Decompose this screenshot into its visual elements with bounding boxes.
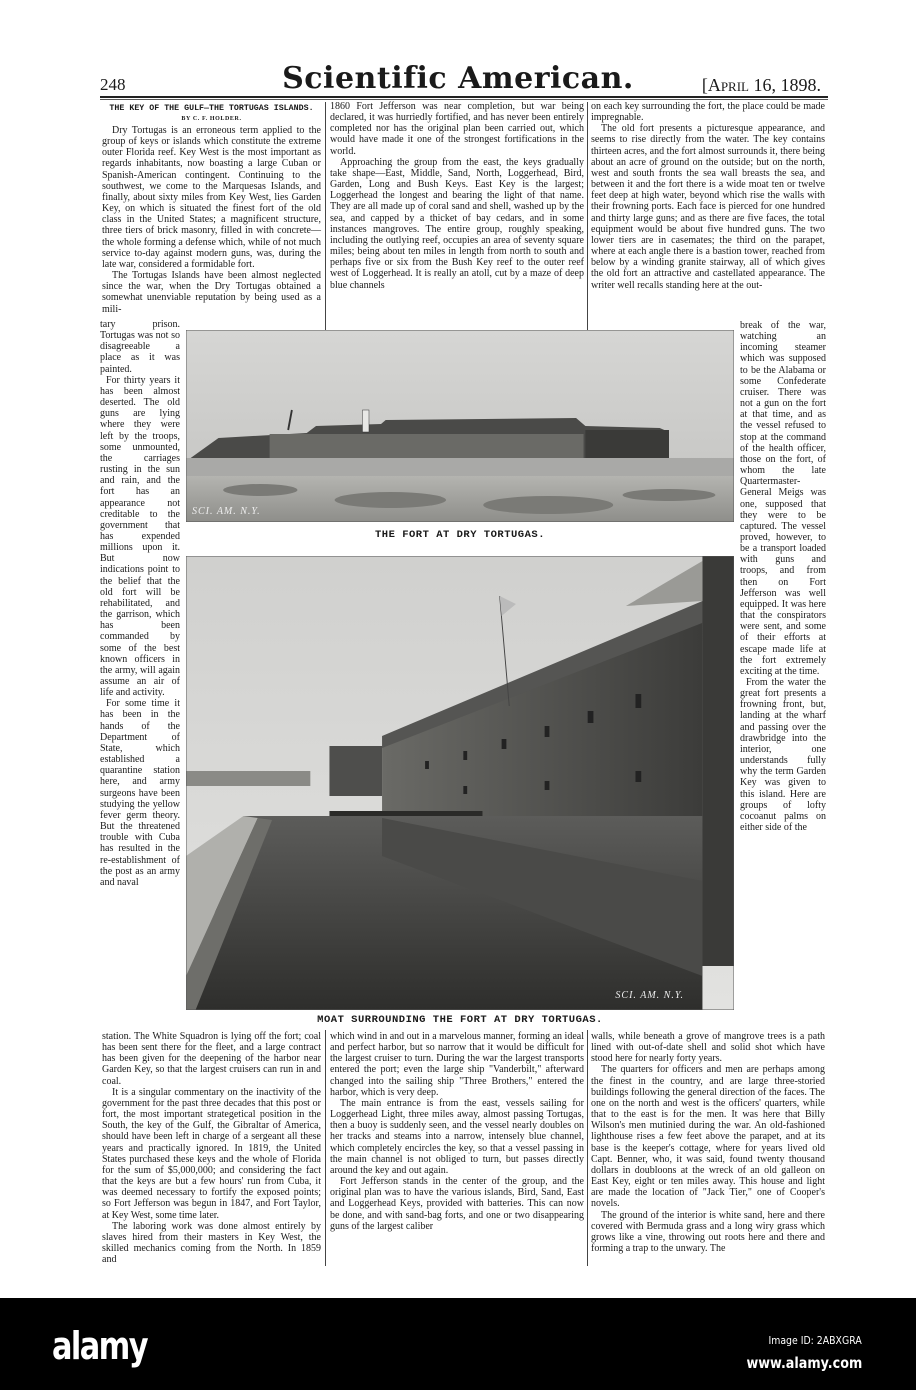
paragraph: For thirty years it has been almost deserted. The old guns are lying where they were left by the troops, some unmounted, the carriages rusting in the sun and rain, and the fort has an appearance not creditable to the government that has expended millions upon it. But now indications point to the belief that the old fort will be rehabilitated, and the garrison, which has been commanded by some of the best known officers in the army, will again assume an air of life and activity.	[100, 374, 180, 699]
paragraph: 1860 Fort Jefferson was near completion, but war being declared, it was hurriedly fortified, and has never been entirely completed nor has the original plan been carried out, which would have made it one of the strongest fortifications in the world.	[330, 101, 584, 157]
image-id: Image ID: 2ABXGRA	[768, 1334, 862, 1347]
figure-2-caption: MOAT SURROUNDING THE FORT AT DRY TORTUGAS.	[317, 1014, 603, 1026]
paragraph: break of the war, watching an incoming steamer which was supposed to be the Alabama or some Confederate cruiser. There was not a gun on the fort at that time, and as the vessel refused to stop at the command of the health officer, those on the fort, of whom the late Quartermaster-General Meigs was one, supposed that they were to be captured. The vessel proved, however, to be a transport loaded with guns and troops, and from then on Fort Jefferson was well equipped. It was here that the conspirators were sent, and some of their efforts at escape made life at the fort extremely exciting at the time.	[740, 320, 826, 677]
paragraph: which wind in and out in a marvelous manner, forming an ideal and perfect harbor, but so narrow that it would be difficult for the largest cruiser to turn. During the war the largest transports entered the port; even the large ship "Vanderbilt," afterward changed into the sailing ship "Three Brothers," entered the harbor, which is very deep.	[330, 1031, 584, 1098]
column-1-top	[102, 101, 321, 315]
paragraph: From the water the great fort presents a frowning front, but, landing at the wharf and passing over the drawbridge into the interior, one understands fully why the term Garden Key was given to this island. Here are groups of lofty cocoanut palms on either side of the	[740, 677, 826, 834]
column-3-bottom	[591, 1031, 825, 1254]
photo-credit: SCI. AM. N.Y.	[615, 990, 684, 1001]
fort-photo-image	[186, 330, 734, 522]
moat-photo	[186, 556, 734, 1010]
column-divider	[325, 102, 326, 330]
column-divider	[325, 1030, 326, 1266]
column-2-bottom	[330, 1031, 584, 1232]
header-rule	[100, 96, 828, 98]
alamy-logo: alamy	[52, 1324, 147, 1368]
paragraph: The main entrance is from the east, vessels sailing for Loggerhead Light, three miles away, almost passing Tortugas, then a buoy is suddenly seen, and the vessel nearly doubles on her tracks and steams into a narrow, intensely blue channel, which completely encircles the key, so that a vessel passing in the main channel is not obliged to turn, but passes directly around the key and out again.	[330, 1097, 584, 1176]
paragraph: The quarters for officers and men are perhaps among the finest in the country, and are large three-storied buildings following the general direction of the faces. The one on the north and west is the officers' quarters, while that to the east is for the men. It was here that Billy Wilson's men mutinied during the war. An old-fashioned lighthouse rises a few feet above the parapet, and at its base is the keeper's cottage, where for years lived old Capt. Benner, who, it was said, found twenty thousand dollars in doubloons at the wreck of an old galleon on East Key, eight or ten miles away. This house and light are made the location of "Jack Tier," one of Cooper's novels.	[591, 1064, 825, 1210]
paragraph: For some time it has been in the hands of the Department of State, which established a quarantine station here, and army surgeons have been studying the yellow fever germ theory. But the threatened trouble with Cuba has resulted in the re-establishment of the post as an army and naval	[100, 698, 180, 888]
paragraph: The ground of the interior is white sand, here and there covered with Bermuda grass and a long wiry grass which grows like a vine, throwing out roots here and there and forming a trap to the unwary. The	[591, 1209, 825, 1254]
moat-photo-image	[186, 556, 734, 1010]
right-narrow-column	[740, 320, 826, 833]
paragraph: Approaching the group from the east, the keys gradually take shape—East, Middle, Sand, North, Loggerhead, Bird, Garden, Long and Bush Keys. East Key is the largest; Loggerhead the longest and bearing the light of that name. They are all made up of coral sand and shell, washed up by the sea, and capped by a thicket of bay cedars, and in some instances mangroves. The entire group, roughly speaking, including the outlying reef, occupies an area of seventy square miles; being about ten miles in length from north to south and perhaps five or six from the Bush Key reef to the outer reef west of Loggerhead. It is really an atoll, cut by a maze of deep blue channels	[330, 156, 584, 291]
column-1-bottom	[102, 1031, 321, 1265]
paragraph: on each key surrounding the fort, the place could be made impregnable.	[591, 101, 825, 124]
paragraph: The old fort presents a picturesque appearance, and seems to rise directly from the water. The key contains thirteen acres, and the fort almost surrounds it, there being about an acre of ground on the outside; but on the north, west and south fronts the sea wall breasts the sea, and between it and the fort there is a wide moat ten or twelve feet deep at high water, beyond which rise the walls with their frowning ports. Each face is pierced for one hundred and thirty large guns; and as there are five faces, the total equipment would be about five hundred guns. The two lower tiers are in casemates; the third on the parapet, where at each angle there is a bastion tower, reached from below by a winding granite stairway, all of which gives the old fort an attractive and castellated appearance. The writer well recalls standing here at the out-	[591, 123, 825, 291]
issue-date: [April 16, 1898.	[701, 75, 821, 95]
left-narrow-column	[100, 319, 180, 888]
stock-watermark-bar	[0, 1298, 916, 1390]
column-3-top	[591, 101, 825, 291]
site-url: www.alamy.com	[746, 1354, 862, 1372]
photo-credit: SCI. AM. N.Y.	[192, 506, 261, 517]
paragraph: Fort Jefferson stands in the center of the group, and the original plan was to have the various islands, Bird, Sand, East and Loggerhead Keys, provided with batteries. This can now be done, and with sand-bag forts, and one or two disappearing guns of the largest caliber	[330, 1176, 584, 1232]
masthead: Scientific American.	[282, 61, 634, 96]
paragraph: The laboring work was done almost entirely by slaves hired from their masters in Key West, the skilled mechanics coming from the North. In 1859 and	[102, 1220, 321, 1266]
figure-1-caption: THE FORT AT DRY TORTUGAS.	[374, 529, 546, 541]
column-2-top	[330, 101, 584, 291]
paragraph: walls, while beneath a grove of mangrove trees is a path lined with out-of-date shell and solid shot which have stood here for nearly forty years.	[591, 1031, 825, 1065]
page-number: 248	[100, 75, 126, 94]
paragraph: The Tortugas Islands have been almost neglected since the war, when the Dry Tortugas obtained a somewhat unenviable reputation by being used as a mili-	[102, 270, 321, 315]
column-divider	[587, 102, 588, 330]
article-title: THE KEY OF THE GULF—THE TORTUGAS ISLANDS.	[109, 104, 314, 113]
paragraph: station. The White Squadron is lying off the fort; coal has been sent there for the fleet, and a large contract has been given for the deepening of the harbor near Garden Key, so that the largest cruisers can run in and coal.	[102, 1031, 321, 1087]
column-divider	[587, 1030, 588, 1266]
article-byline: BY C. F. HOLDER.	[181, 116, 242, 122]
paragraph: Dry Tortugas is an erroneous term applied to the group of keys or islands which constitute the extreme outer Florida reef. Key West is the most important as regards inhabitants, now boasting a large Cuban or Spanish-American contingent. Continuing to the southwest, we come to the Marquesas Islands, and finally, about sixty miles from Key West, lies Garden Key, on which is situated the finest fort of the old class in the United States; a magnificent structure, three tiers of brick masonry, filled in with concrete—the whole forming a defense which, while of not much service to-day against modern guns, was, during the late war, considered a formidable fort.	[102, 125, 321, 270]
paragraph: tary prison. Tortugas was not so disagreeable a place as it was painted.	[100, 319, 180, 375]
header-rule-thin	[100, 99, 828, 100]
fort-photo	[186, 330, 734, 522]
paragraph: It is a singular commentary on the inactivity of the government for the past three decades that this post or fort, the most important strategetical position in the South, the key of the Gulf, the Gibraltar of America, should have been left in charge of a sergeant all these years and practically ignored. In 1819, the United States purchased these keys and the whole of Florida for the sum of $5,000,000; and considering the fact that the keys are but a few hours' run from Cuba, it was deemed necessary to fortify the exposed points; so Fort Jefferson was begun in 1847, and Fort Taylor, at Key West, some time later.	[102, 1086, 321, 1221]
